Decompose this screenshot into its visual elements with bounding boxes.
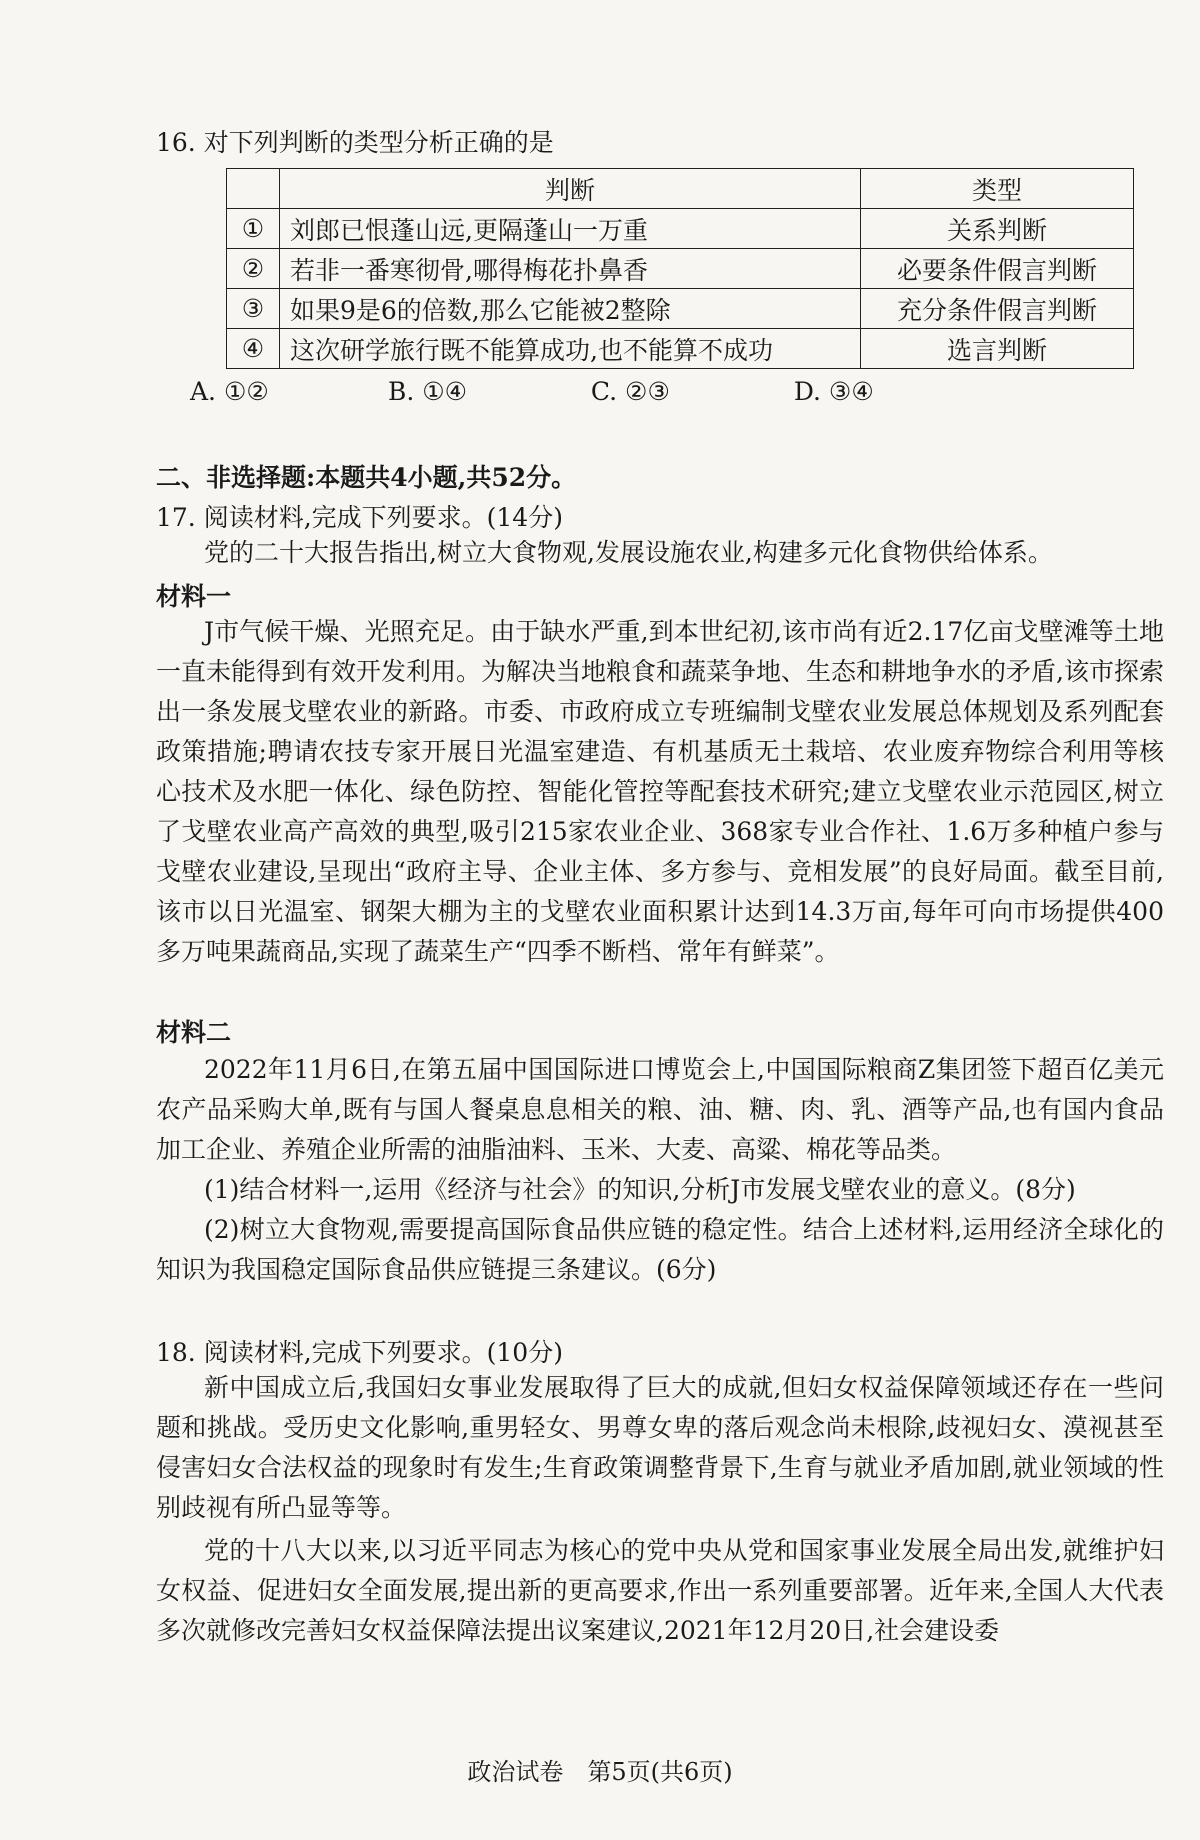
- q18-title: 18. 阅读材料,完成下列要求。(10分): [156, 1338, 563, 1367]
- row-number: ④: [227, 329, 280, 369]
- table-row: [227, 289, 1134, 329]
- header-number: [227, 169, 280, 209]
- page-footer: 政治试卷 第5页(共6页): [467, 1758, 733, 1786]
- q16-judgment-table: [226, 168, 1134, 369]
- section-heading: 二、非选择题:本题共4小题,共52分。: [156, 463, 577, 492]
- row-type: 关系判断: [861, 209, 1134, 249]
- table-row: [227, 329, 1134, 369]
- q17-requirement-1: (1)结合材料一,运用《经济与社会》的知识,分析J市发展戈壁农业的意义。(8分): [204, 1175, 1076, 1204]
- material-two-label: 材料二: [156, 1018, 232, 1047]
- row-judge: 刘郎已恨蓬山远,更隔蓬山一万重: [280, 209, 861, 249]
- material-two-text: 2022年11月6日,在第五届中国国际进口博览会上,中国国际粮商Z集团签下超百亿美元农产品采购大单,既有与国人餐桌息息相关的粮、油、糖、肉、乳、酒等产品,也有国内食品加工企业、养殖企业所需的油脂油料、玉米、大麦、高粱、棉花等品类。: [156, 1055, 1164, 1164]
- q16-options: [190, 377, 874, 406]
- q18-paragraph-1: 新中国成立后,我国妇女事业发展取得了巨大的成就,但妇女权益保障领域还存在一些问题和挑战。受历史文化影响,重男轻女、男尊女卑的落后观念尚未根除,歧视妇女、漠视甚至侵害妇女合法权益的现象时有发生;生育政策调整背景下,生育与就业矛盾加剧,就业领域的性别歧视有所凸显等等。: [156, 1373, 1164, 1522]
- table-header-row: [227, 169, 1134, 209]
- row-number: ①: [227, 209, 280, 249]
- row-number: ②: [227, 249, 280, 289]
- row-judge: 这次研学旅行既不能算成功,也不能算不成功: [280, 329, 861, 369]
- q16-title: 16. 对下列判断的类型分析正确的是: [156, 128, 554, 157]
- q17-title: 17. 阅读材料,完成下列要求。(14分): [156, 503, 563, 532]
- option-b: B. ①④: [387, 377, 468, 406]
- row-judge: 若非一番寒彻骨,哪得梅花扑鼻香: [280, 249, 861, 289]
- material-one-label: 材料一: [156, 582, 232, 611]
- header-judge: 判断: [280, 169, 861, 209]
- option-a: A. ①②: [190, 377, 269, 406]
- q17-requirement-2: (2)树立大食物观,需要提高国际食品供应链的稳定性。结合上述材料,运用经济全球化的知识为我国稳定国际食品供应链提三条建议。(6分): [156, 1215, 1164, 1284]
- option-d: D. ③④: [793, 377, 874, 406]
- row-type: 充分条件假言判断: [861, 289, 1134, 329]
- table-row: [227, 209, 1134, 249]
- row-judge: 如果9是6的倍数,那么它能被2整除: [280, 289, 861, 329]
- row-number: ③: [227, 289, 280, 329]
- q18-paragraph-2: 党的十八大以来,以习近平同志为核心的党中央从党和国家事业发展全局出发,就维护妇女权益、促进妇女全面发展,提出新的更高要求,作出一系列重要部署。近年来,全国人大代表多次就修改完善妇女权益保障法提出议案建议,2021年12月20日,社会建设委: [156, 1536, 1164, 1645]
- table-row: [227, 249, 1134, 289]
- row-type: 必要条件假言判断: [861, 249, 1134, 289]
- header-type: 类型: [861, 169, 1134, 209]
- row-type: 选言判断: [861, 329, 1134, 369]
- material-one-text: J市气候干燥、光照充足。由于缺水严重,到本世纪初,该市尚有近2.17亿亩戈壁滩等土地一直未能得到有效开发利用。为解决当地粮食和蔬菜争地、生态和耕地争水的矛盾,该市探索出一条发展戈壁农业的新路。市委、市政府成立专班编制戈壁农业发展总体规划及系列配套政策措施;聘请农技专家开展日光温室建造、有机基质无土栽培、农业废弃物综合利用等核心技术及水肥一体化、绿色防控、智能化管控等配套技术研究;建立戈壁农业示范园区,树立了戈壁农业高产高效的典型,吸引215家农业企业、368家专业合作社、1.6万多种植户参与戈壁农业建设,呈现出“政府主导、企业主体、多方参与、竞相发展”的良好局面。截至目前,该市以日光温室、钢架大棚为主的戈壁农业面积累计达到14.3万亩,每年可向市场提供400多万吨果蔬商品,实现了蔬菜生产“四季不断档、常年有鲜菜”。: [156, 617, 1164, 966]
- q17-intro: 党的二十大报告指出,树立大食物观,发展设施农业,构建多元化食物供给体系。: [204, 538, 1053, 567]
- option-c: C. ②③: [590, 377, 670, 406]
